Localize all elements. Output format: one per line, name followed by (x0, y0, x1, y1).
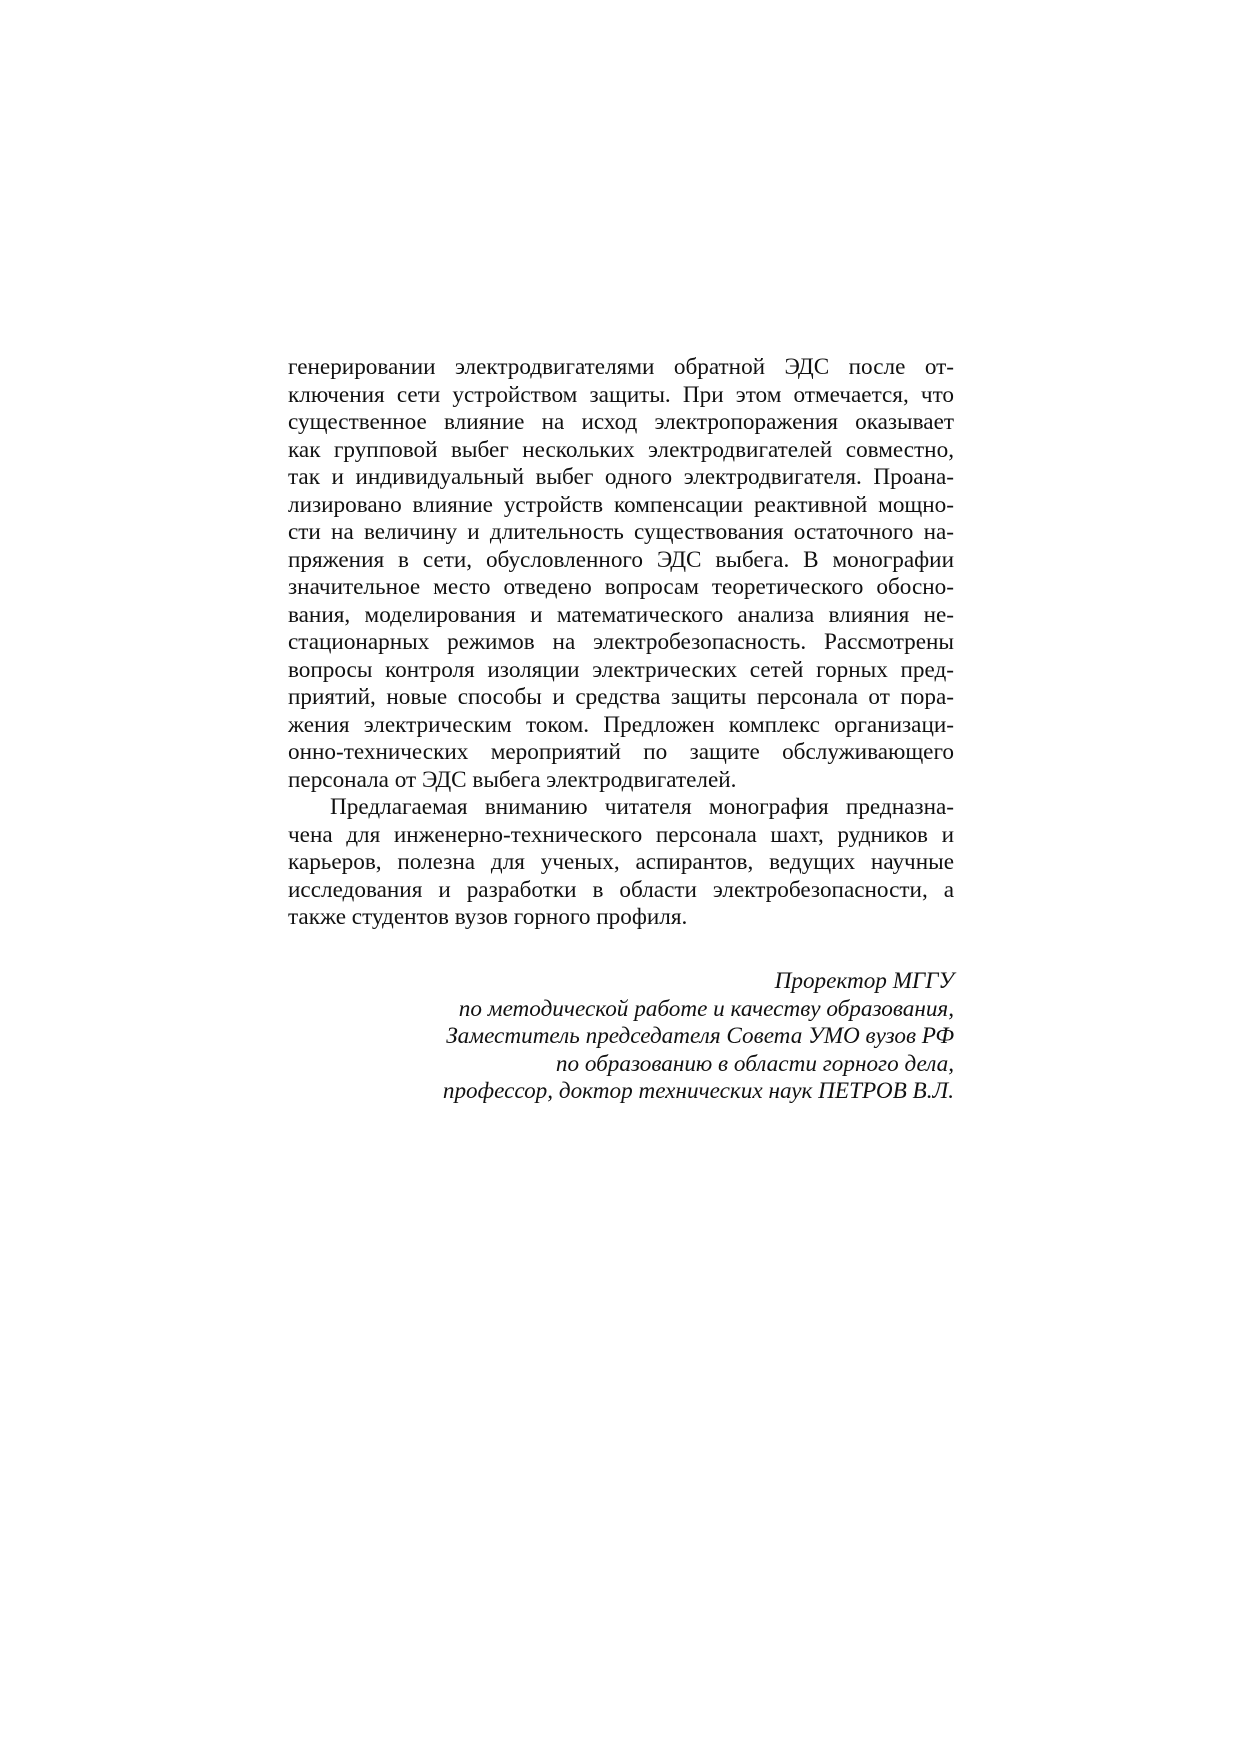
text-line: лизировано влияние устройств компенсации реактивной мощно- (288, 491, 954, 518)
signature-line: Заместитель председателя Совета УМО вузов РФ (446, 1023, 954, 1049)
body-text (288, 354, 954, 932)
text-line: пряжения в сети, обусловленного ЭДС выбега. В монографии (288, 546, 954, 573)
text-line: стационарных режимов на электробезопасность. Рассмотрены (288, 629, 954, 655)
signature-line: Проректор МГГУ (774, 968, 954, 994)
paragraph-2 (288, 794, 954, 932)
text-line: приятий, новые способы и средства защиты персонала от пора- (288, 684, 954, 710)
text-line: существенное влияние на исход электропоражения оказывает (288, 409, 954, 435)
text-line: онно-технических мероприятий по защите обслуживающего (288, 739, 954, 765)
text-line: карьеров, полезна для ученых, аспирантов, ведущих научные (288, 849, 954, 875)
text-line: также студентов вузов горного профиля. (288, 904, 688, 930)
text-line: генерировании электродвигателями обратной ЭДС после от- (288, 354, 954, 380)
text-line: жения электрическим током. Предложен комплекс организаци- (288, 711, 954, 738)
text-line: вопросы контроля изоляции электрических сетей горных пред- (288, 656, 954, 683)
text-line: персонала от ЭДС выбега электродвигателей. (288, 766, 737, 793)
text-line: сти на величину и длительность существования остаточного на- (288, 519, 954, 545)
text-line: как групповой выбег нескольких электродвигателей совместно, (288, 436, 954, 463)
signature-line: по образованию в области горного дела, (555, 1050, 954, 1077)
signature-line: по методической работе и качеству образования, (458, 995, 954, 1022)
paragraph-1 (288, 354, 954, 794)
text-line: чена для инженерно-технического персонала шахт, рудников и (288, 821, 954, 848)
signature-block (288, 968, 954, 1106)
text-line: вания, моделирования и математического анализа влияния не- (288, 601, 954, 628)
text-line: исследования и разработки в области электробезопасности, а (288, 876, 954, 903)
text-line: ключения сети устройством защиты. При этом отмечается, что (288, 381, 954, 408)
text-line: так и индивидуальный выбег одного электродвигателя. Проана- (288, 464, 954, 490)
text-line: Предлагаемая вниманию читателя монография предназна- (330, 794, 954, 820)
signature-line: профессор, доктор технических наук ПЕТРОВ В.Л. (442, 1078, 954, 1104)
text-line: значительное место отведено вопросам теоретического обосно- (288, 574, 954, 600)
